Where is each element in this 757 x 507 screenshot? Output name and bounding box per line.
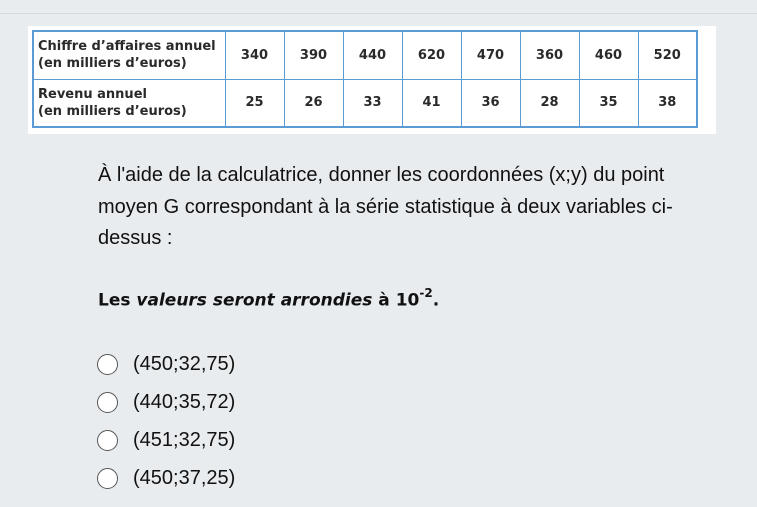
table-cell: 26 xyxy=(284,79,343,127)
row-header-line: Chiffre d’affaires annuel xyxy=(38,39,216,55)
table-cell: 620 xyxy=(402,31,461,79)
note-middle: à xyxy=(372,290,396,311)
row-header-chiffre xyxy=(33,31,225,79)
answer-option[interactable] xyxy=(97,421,235,459)
radio-button[interactable] xyxy=(97,354,118,375)
answer-option[interactable] xyxy=(97,345,235,383)
data-table xyxy=(32,30,698,128)
table-cell: 36 xyxy=(461,79,520,127)
answer-option-label[interactable]: (450;32,75) xyxy=(133,352,236,375)
note-prefix: Les xyxy=(98,290,137,311)
radio-button[interactable] xyxy=(97,468,118,489)
table-cell: 41 xyxy=(402,79,461,127)
table-cell: 440 xyxy=(343,31,402,79)
table-cell: 460 xyxy=(579,31,638,79)
answer-option[interactable] xyxy=(97,459,235,497)
note-italic: valeurs seront arrondies xyxy=(136,290,373,311)
table-cell: 340 xyxy=(225,31,284,79)
table-cell: 470 xyxy=(461,31,520,79)
answer-option-label[interactable]: (450;37,25) xyxy=(133,466,236,489)
table-cell: 360 xyxy=(520,31,579,79)
question-text: À l'aide de la calculatrice, donner les coordonnées (x;y) du point moyen G correspondant à la série statistique à deux variables ci-dessus : xyxy=(98,164,673,249)
data-table-card xyxy=(28,26,716,134)
answer-option-label[interactable]: (440;35,72) xyxy=(133,390,236,413)
table-cell: 38 xyxy=(638,79,697,127)
table-cell: 390 xyxy=(284,31,343,79)
table-row-revenu xyxy=(33,79,697,127)
table-cell: 35 xyxy=(579,79,638,127)
row-header-line: (en milliers d’euros) xyxy=(38,56,187,72)
row-header-line: Revenu annuel xyxy=(38,86,147,102)
answer-option[interactable] xyxy=(97,383,235,421)
radio-button[interactable] xyxy=(97,430,118,451)
note-suffix: . xyxy=(432,290,440,311)
table-cell: 28 xyxy=(520,79,579,127)
row-header-line: (en milliers d’euros) xyxy=(38,103,187,119)
note-exponent: -2 xyxy=(419,286,433,300)
row-header-revenu xyxy=(33,79,225,127)
table-row-revenue-chiffre xyxy=(33,31,697,79)
answer-options xyxy=(97,345,235,497)
radio-button[interactable] xyxy=(97,392,118,413)
answer-option-label[interactable]: (451;32,75) xyxy=(133,428,236,451)
rounding-note xyxy=(98,288,439,311)
table-cell: 520 xyxy=(638,31,697,79)
table-cell: 33 xyxy=(343,79,402,127)
table-cell: 25 xyxy=(225,79,284,127)
top-divider xyxy=(0,0,757,14)
note-base: 10 xyxy=(395,290,420,311)
